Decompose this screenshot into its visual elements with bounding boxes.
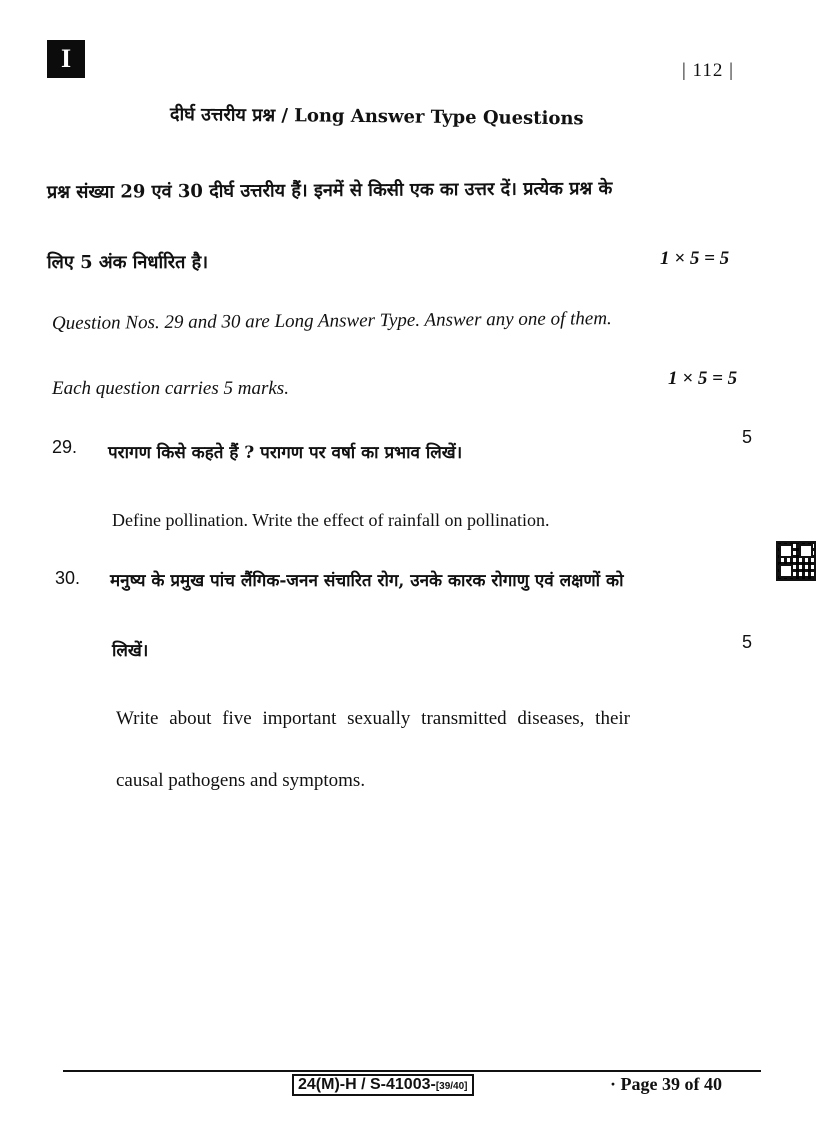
qr-code-icon <box>776 541 816 581</box>
section-title: दीर्घ उत्तरीय प्रश्न / Long Answer Type Questions <box>169 104 584 130</box>
page-number: · Page 39 of 40 <box>610 1074 722 1094</box>
paper-code: | 112 | <box>682 60 734 81</box>
question-30-marks: 5 <box>742 632 753 652</box>
question-29-english: Define pollination. Write the effect of rainfall on pollination. <box>112 510 550 530</box>
footer-divider <box>63 1070 761 1072</box>
question-29-hindi: परागण किसे कहते हैं ? परागण पर वर्षा का प्रभाव लिखें। <box>108 443 463 463</box>
set-badge: I <box>47 40 85 78</box>
instruction-english-marks: 1 × 5 = 5 <box>668 368 738 389</box>
question-30-number: 30. <box>55 568 81 588</box>
instruction-hindi-line2: लिए 5 अंक निर्धारित है। <box>47 252 209 273</box>
instruction-english-line2: Each question carries 5 marks. <box>52 378 289 399</box>
question-29-marks: 5 <box>742 427 753 447</box>
question-30-hindi-line2: लिखें। <box>112 641 149 661</box>
footer-code-main: 24(M)-H / S-41003- <box>298 1076 436 1093</box>
instruction-hindi-line1: प्रश्न संख्या 29 एवं 30 दीर्घ उत्तरीय हैं। इनमें से किसी एक का उत्तर दें। प्रत्येक प्रश्न के <box>46 178 613 203</box>
footer-code-small: [39/40] <box>435 1081 468 1092</box>
question-30-english-line1: Write about five important sexually transmitted diseases, their <box>116 708 630 729</box>
footer-paper-code <box>292 1074 474 1096</box>
question-30-english-line2: causal pathogens and symptoms. <box>116 770 366 791</box>
instruction-hindi-marks: 1 × 5 = 5 <box>660 248 730 269</box>
question-29-number: 29. <box>52 437 78 457</box>
instruction-english-line1: Question Nos. 29 and 30 are Long Answer Type. Answer any one of them. <box>51 308 612 334</box>
question-30-hindi-line1: मनुष्य के प्रमुख पांच लैंगिक-जनन संचारित रोग, उनके कारक रोगाणु एवं लक्षणों को <box>110 571 624 591</box>
